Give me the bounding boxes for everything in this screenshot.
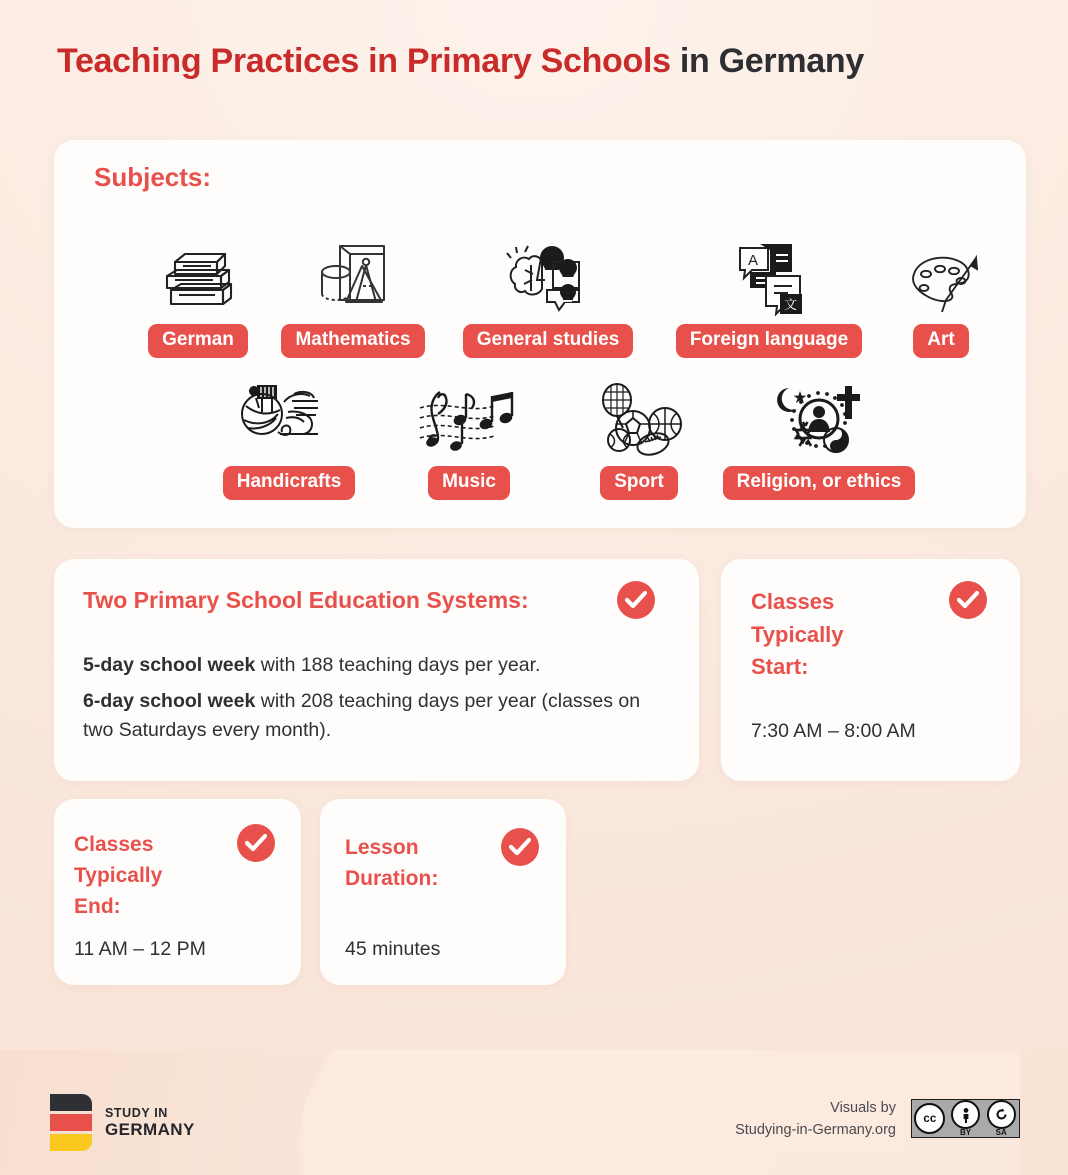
subject-label: Foreign language	[676, 324, 862, 358]
sa-label: SA	[995, 1128, 1007, 1137]
subject-art[interactable]	[882, 230, 1000, 358]
creative-commons-by-sa-icon[interactable]	[911, 1099, 1020, 1138]
by-slot	[948, 1100, 984, 1137]
system-line-2	[83, 687, 673, 745]
system-line-1-bold: 5-day school week	[83, 654, 256, 676]
subject-label: Music	[428, 466, 510, 500]
subject-general-studies[interactable]	[449, 230, 647, 358]
german-flag-icon	[50, 1094, 92, 1152]
subjects-card	[54, 140, 1026, 528]
lesson-duration-card	[320, 799, 566, 985]
credit-line-2: Studying-in-Germany.org	[735, 1122, 896, 1139]
brain-ideas-icon	[449, 230, 647, 316]
study-in-germany-logo[interactable]	[50, 1094, 195, 1152]
subject-handicrafts[interactable]	[174, 372, 404, 500]
subject-label: German	[148, 324, 248, 358]
classes-end-value: 11 AM – 12 PM	[74, 938, 206, 960]
page-title	[57, 42, 864, 81]
music-notes-icon	[374, 372, 564, 458]
check-circle-icon	[949, 581, 987, 619]
cc-slot	[912, 1103, 948, 1134]
paint-palette-icon	[882, 230, 1000, 316]
card-heading: Two Primary School Education Systems:	[83, 587, 529, 613]
classes-end-card	[54, 799, 301, 985]
by-person-icon	[951, 1100, 980, 1129]
yarn-knitting-icon	[174, 372, 404, 458]
page-title-highlight: Teaching Practices in Primary Schools	[57, 42, 671, 80]
subject-label: General studies	[463, 324, 634, 358]
by-label: BY	[959, 1128, 972, 1137]
subject-label: Art	[913, 324, 968, 358]
logo-text	[105, 1106, 195, 1141]
credit-line-1: Visuals by	[830, 1100, 896, 1116]
check-circle-icon	[237, 824, 275, 862]
classes-start-value: 7:30 AM – 8:00 AM	[751, 720, 916, 742]
system-line-2-rest: with 208 teaching days per year (classes on two Saturdays every month).	[83, 689, 641, 741]
card-heading: Classes Typically Start:	[751, 589, 844, 680]
education-systems-card	[54, 559, 699, 781]
credit-text	[735, 1097, 896, 1142]
check-circle-icon	[501, 828, 539, 866]
sa-slot	[983, 1100, 1019, 1137]
subject-label: Sport	[600, 466, 678, 500]
system-line-2-bold: 6-day school week	[83, 689, 256, 712]
subject-religion-ethics[interactable]	[694, 372, 944, 500]
lesson-duration-value: 45 minutes	[345, 938, 441, 960]
share-alike-icon	[987, 1100, 1016, 1129]
subject-label: Religion, or ethics	[723, 466, 916, 500]
logo-line-1: STUDY IN	[105, 1105, 168, 1120]
subjects-heading: Subjects:	[94, 162, 212, 192]
svg-text:A: A	[748, 252, 759, 269]
religion-symbols-icon	[694, 372, 944, 458]
system-line-1-rest: with 188 teaching days per year.	[255, 654, 541, 676]
subject-music[interactable]	[374, 372, 564, 500]
cc-logo: cc	[914, 1103, 945, 1134]
subject-mathematics[interactable]	[254, 230, 452, 358]
card-heading: Classes Typically End:	[74, 833, 163, 919]
check-circle-icon	[617, 581, 655, 619]
card-heading: Lesson Duration:	[345, 836, 439, 891]
geometry-tools-icon	[254, 230, 452, 316]
subject-foreign-language[interactable]	[654, 230, 884, 358]
translation-bubbles-icon	[654, 230, 884, 316]
svg-text:文: 文	[784, 297, 798, 312]
page-title-rest: in Germany	[670, 42, 864, 80]
systems-body	[83, 651, 673, 752]
system-line-1	[83, 651, 673, 680]
subject-label: Handicrafts	[223, 466, 356, 500]
classes-start-card	[721, 559, 1020, 781]
logo-line-2: GERMANY	[105, 1120, 195, 1140]
subject-label: Mathematics	[281, 324, 424, 358]
